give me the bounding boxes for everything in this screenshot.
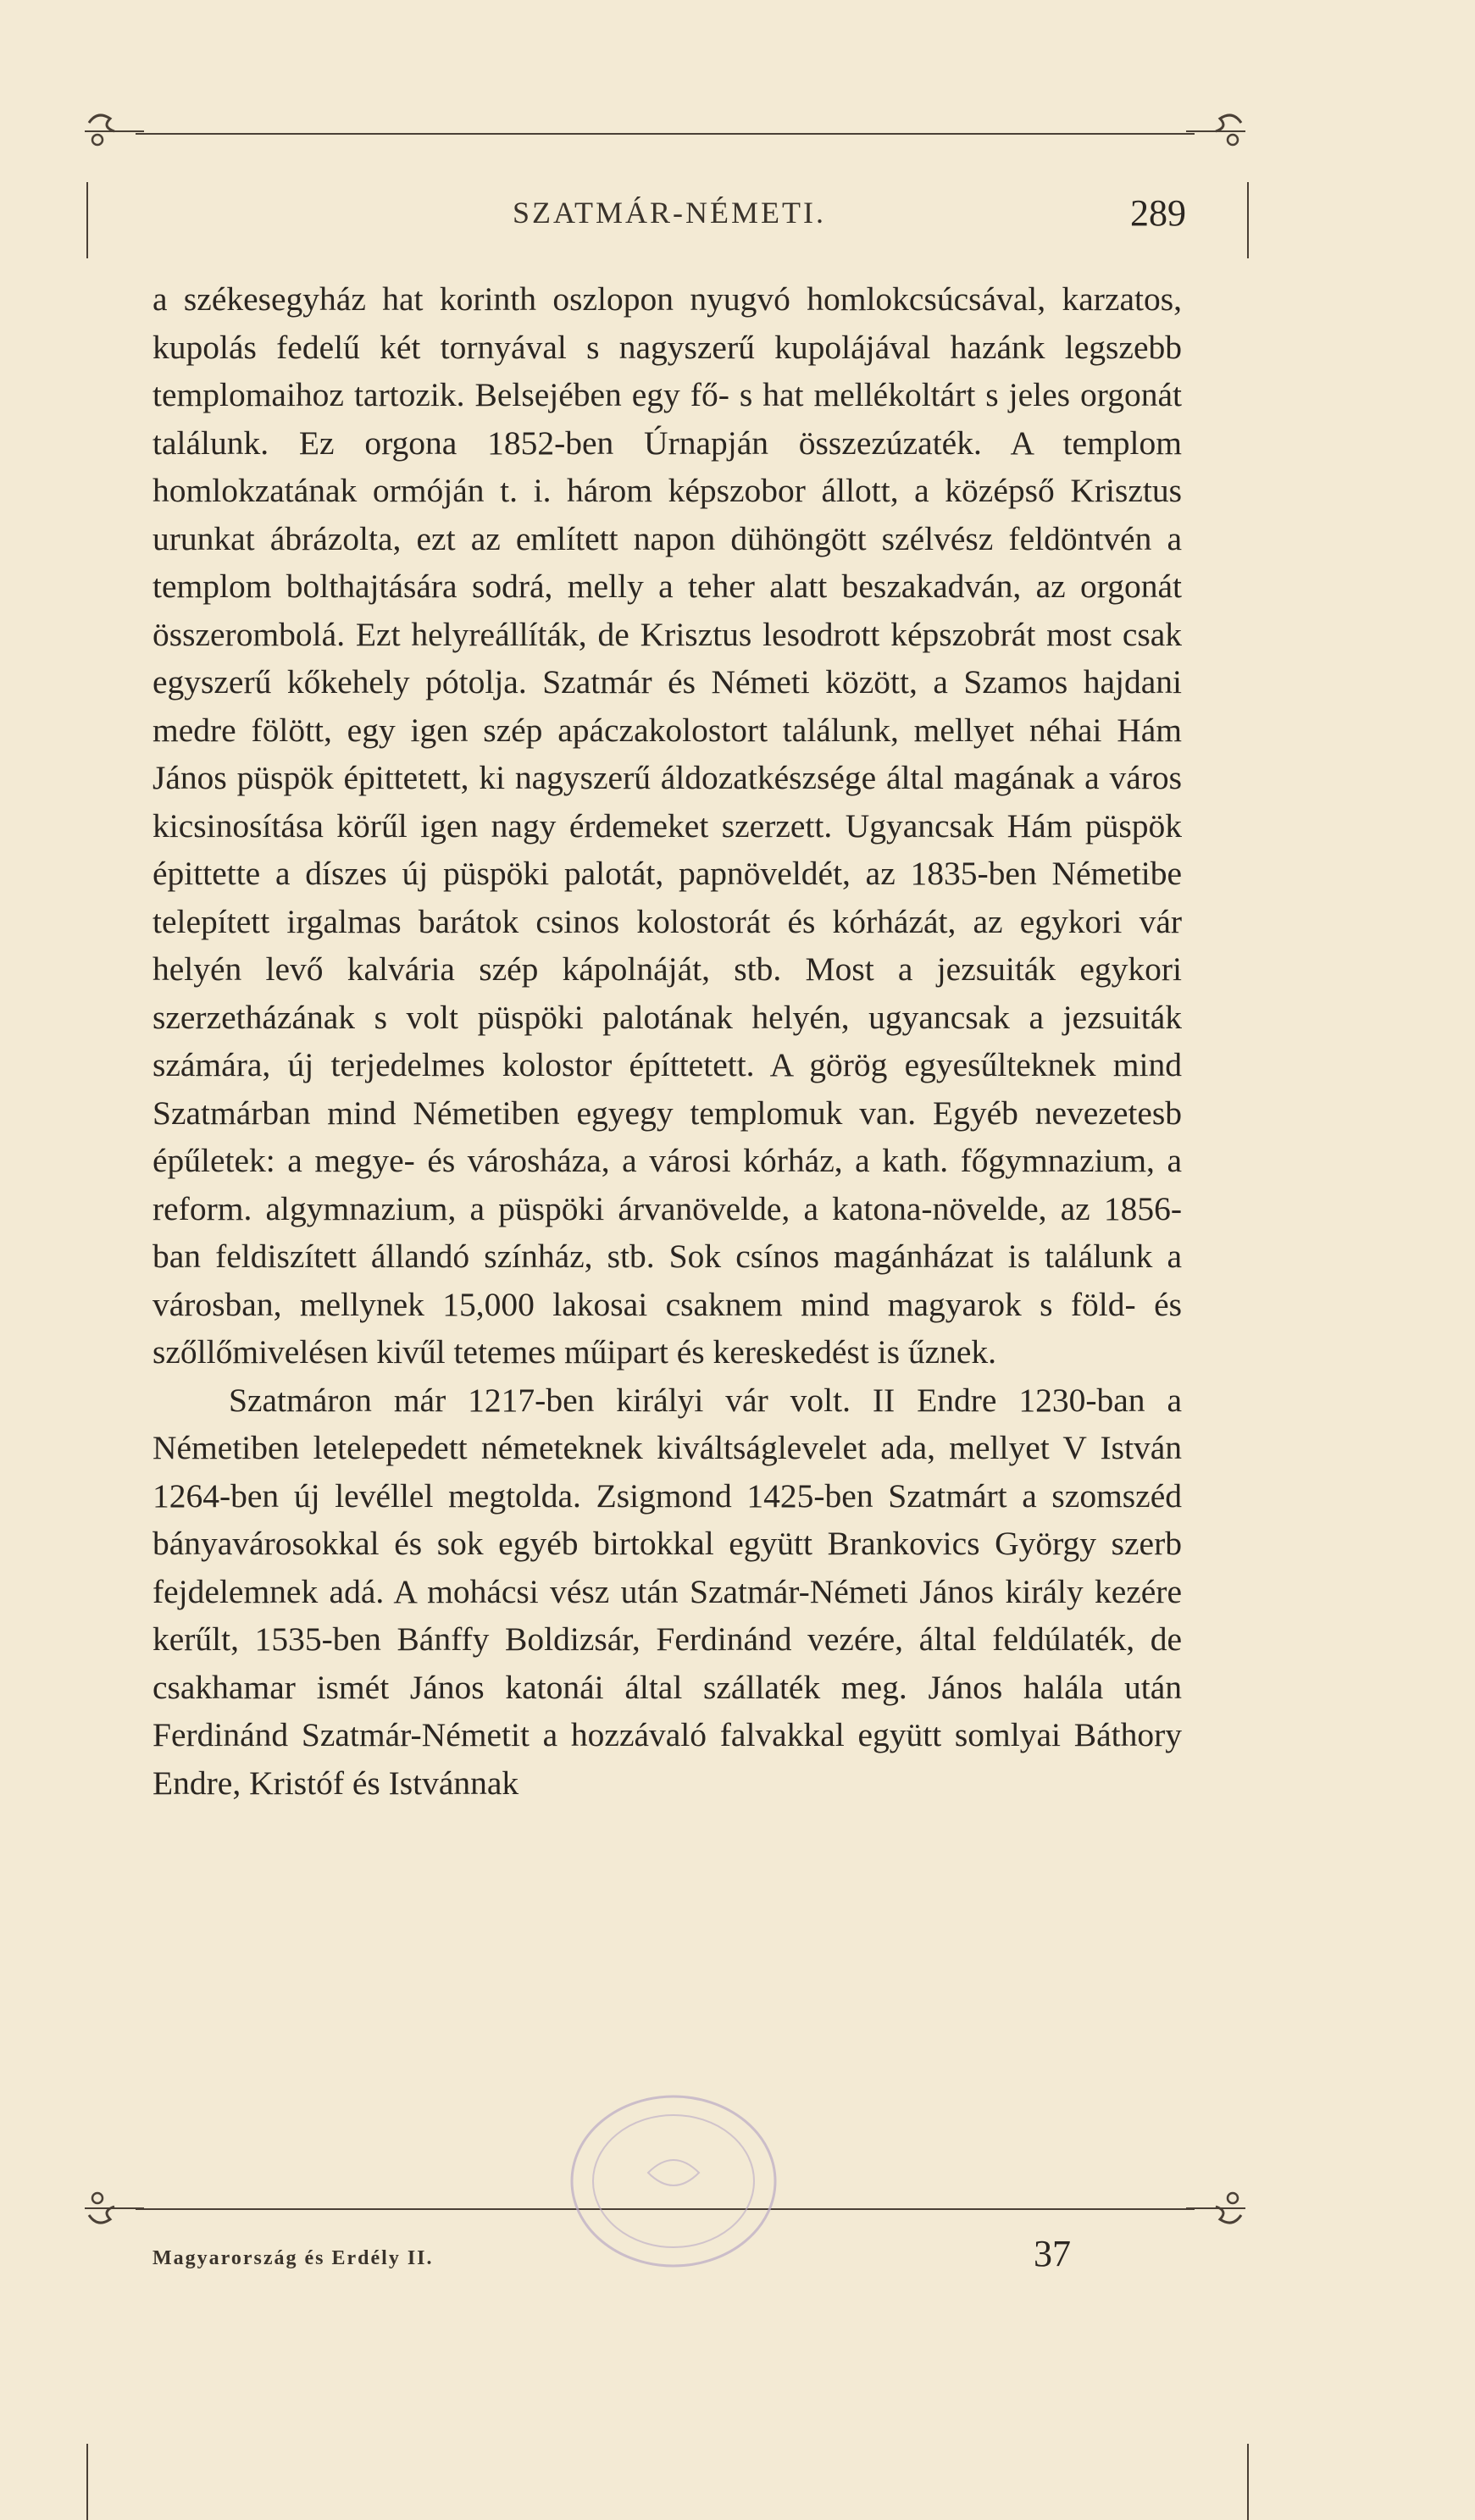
page-header [152, 192, 1186, 246]
sheet-number: 37 [1034, 2233, 1071, 2274]
corner-ornament-icon [80, 106, 148, 174]
signature-mark: Magyarország és Erdély II. [152, 2247, 434, 2269]
corner-ornament-icon [1182, 106, 1250, 174]
running-head: SZATMÁR-NÉMETI. [513, 196, 826, 230]
page-footer [152, 2233, 1186, 2283]
page-number: 289 [1130, 192, 1186, 234]
top-rule [136, 133, 1195, 135]
corner-ornament-icon [80, 2164, 148, 2232]
corner-ornament-icon [1182, 2164, 1250, 2232]
right-frame-line [1247, 182, 1249, 258]
body-text [152, 275, 1182, 1807]
right-frame-line [1247, 2444, 1249, 2520]
paragraph: a székesegyház hat korinth oszlopon nyugvó homlokcsúcsával, karzatos, kupolás fedelű két tornyával s nagyszerű kupolájával hazánk legszebb templomaihoz tartozik. Belsejében egy fő- s hat mellékoltárt s jeles orgonát találunk. Ez orgona 1852-ben Úrnapján összezúzaték. A templom homlokzatának ormóján t. i. három képszobor állott, a középső Krisztus urunkat ábrázolta, ezt az említett napon dühöngött szélvész feldöntvén a templom bolthajtására sodrá, melly a teher alatt beszakadván, az orgonát összerombolá. Ezt helyreállíták, de Krisztus lesodrott képszobrát most csak egyszerű kőkehely pótolja. Szatmár és Németi között, a Szamos hajdani medre fölött, egy igen szép apáczakolostort találunk, mellyet néhai Hám János püspök épittetett, ki nagyszerű áldozatkészsége által magának a város kicsinosítása körűl igen nagy érdemeket szerzett. Ugyancsak Hám püspök épittette a díszes új püspöki palotát, papnöveldét, az 1835-ben Németibe telepített irgalmas barátok csinos kolostorát és kórházát, az egykori vár helyén levő kalvária szép kápolnáját, stb. Most a jezsuiták egykori szerzetházának s volt püspöki palotának helyén, ugyancsak a jezsuiták számára, új terjedelmes kolostor építtetett. A görög egyesűlteknek mind Szatmárban mind Németiben egyegy templomuk van. Egyéb nevezetesb épűletek: a megye- és városháza, a városi kórház, a kath. főgymnazium, a reform. algymnazium, a püspöki árvanövelde, a katona-növelde, az 1856-ban feldiszített állandó színház, stb. Sok csínos magánházat is találunk a városban, mellynek 15,000 lakosai csaknem mind magyarok s föld- és szőllőmivelésen kivűl tetemes műipart és kereskedést is űznek. [152, 280, 1182, 1371]
paragraph: Szatmáron már 1217-ben királyi vár volt. II Endre 1230-ban a Németiben letelepedett németeknek kiváltságlevelet ada, mellyet V István 1264-ben új levéllel megtolda. Zsigmond 1425-ben Szatmárt a szomszéd bányavárosokkal és sok egyéb birtokkal együtt Brankovics György szerb fejdelemnek adá. A mohácsi vész után Szatmár-Németi János király kezére kerűlt, 1535-ben Bánffy Boldizsár, Ferdinánd vezére, által feldúlaték, de csakhamar ismét János katonái által szállaték meg. János halála után Ferdinánd Szatmár-Németit a hozzávaló falvakkal együtt somlyai Báthory Endre, Kristóf és Istvánnak [152, 1381, 1182, 1802]
left-frame-line [86, 2444, 88, 2520]
left-frame-line [86, 182, 88, 258]
